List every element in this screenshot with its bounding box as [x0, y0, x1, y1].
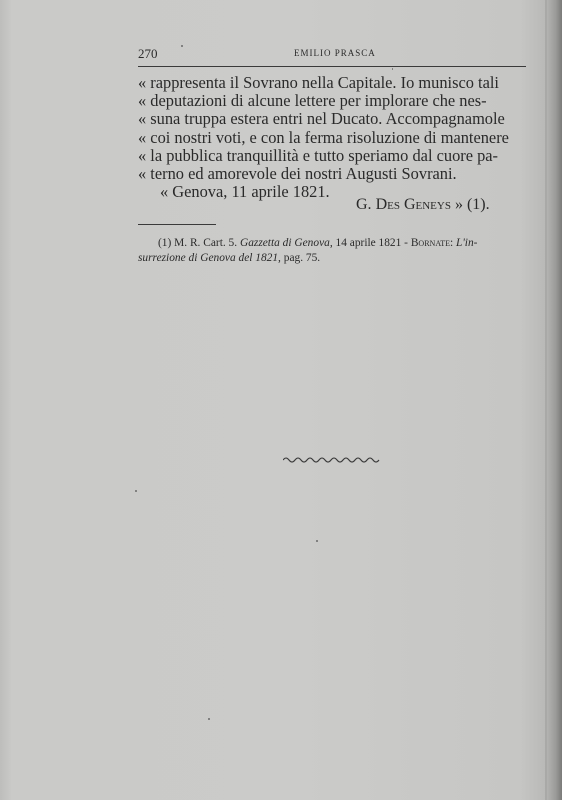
body-text — [138, 74, 530, 201]
signature-initial: G. — [356, 196, 372, 213]
footnote-line — [138, 236, 530, 251]
footnote-rule — [138, 224, 216, 225]
body-line: « deputazioni di alcune lettere per implorare che nes- — [138, 91, 487, 111]
body-line: « la pubblica tranquillità e tutto speriamo dal cuore pa- — [138, 145, 499, 165]
signature-name-part1: Des — [375, 196, 400, 213]
body-line: « suna truppa estera entri nel Ducato. Accompagnamole — [138, 109, 505, 129]
scan-speck — [135, 490, 137, 492]
signature — [356, 196, 490, 214]
scan-speck — [316, 540, 318, 542]
scan-speck — [208, 718, 210, 720]
footnote — [138, 236, 530, 266]
body-line: « rappresenta il Sovrano nella Capitale. Io munisco tali — [138, 73, 499, 92]
running-head: EMILIO PRASCA — [294, 48, 376, 58]
footnote-title-part2: surrezione di Genova del 1821, — [138, 252, 281, 264]
page-header — [138, 46, 526, 62]
scan-speck — [181, 45, 183, 47]
footnote-page: pag. 75. — [283, 252, 321, 264]
footnote-title-part1: L'in- — [456, 237, 478, 249]
footnote-date: 14 aprile 1821 - — [335, 237, 408, 249]
page-edge-shadow — [545, 0, 547, 800]
signature-suffix: » (1). — [454, 196, 490, 213]
footnote-line — [138, 251, 530, 266]
body-line: « terno ed amorevole dei nostri Augusti Sovrani. — [138, 164, 457, 184]
page-number: 270 — [138, 46, 158, 61]
footnote-journal: Gazzetta di Genova, — [239, 237, 333, 249]
signature-name-part2: Geneys — [403, 196, 451, 213]
body-line: « coi nostri voti, e con la ferma risoluzione di mantenere — [138, 127, 509, 147]
date-line: « Genova, 11 aprile 1821. — [160, 182, 330, 202]
footnote-marker: (1) M. R. Cart. 5. — [158, 237, 238, 249]
end-ornament — [283, 455, 383, 465]
scan-speck — [392, 68, 393, 70]
header-rule — [138, 66, 526, 67]
footnote-author: Bornate: — [410, 237, 454, 249]
